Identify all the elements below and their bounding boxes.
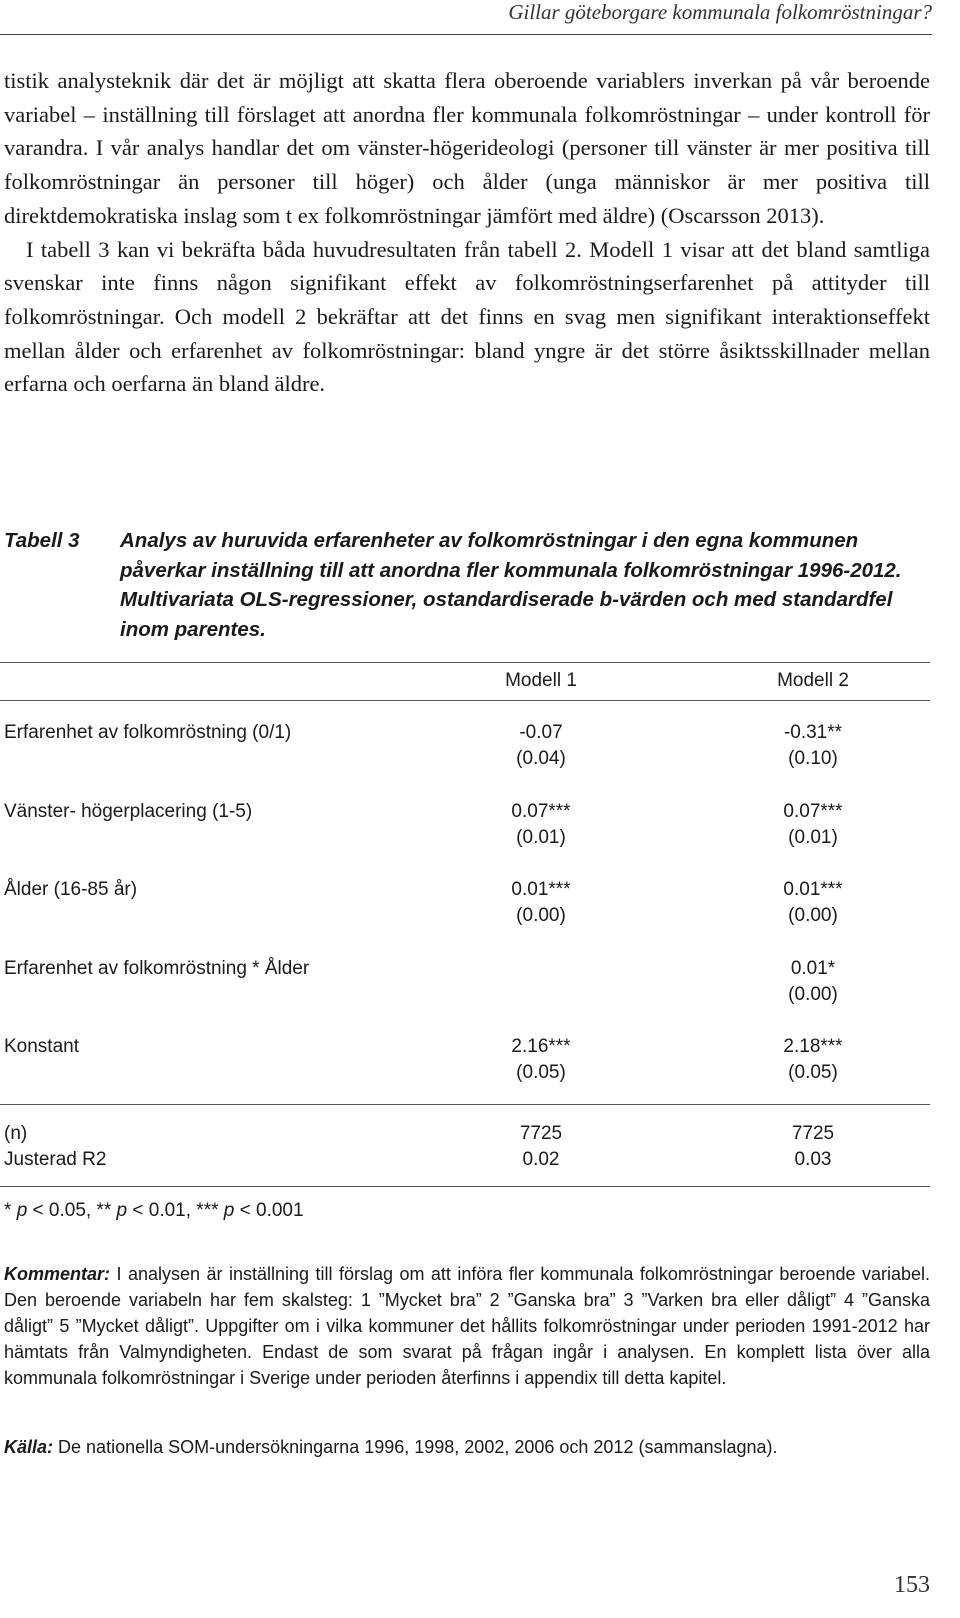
col-header-modell-2: Modell 2 [777,670,849,691]
row-label: Erfarenhet av folkomröstning * Ålder [4,958,310,979]
header-rule [0,34,932,35]
body-text [4,64,930,401]
table-stats-rule [0,1104,930,1105]
modell-2-se: (0.01) [788,827,838,848]
modell-1-coef: 2.16*** [511,1036,571,1057]
modell-1-se: (0.05) [516,1062,566,1083]
table-header-rule [0,700,930,701]
source-text: De nationella SOM-undersökningarna 1996, 1998, 2002, 2006 och 2012 (sammanslagna). [53,1437,778,1457]
comment-label: Kommentar: [4,1264,111,1284]
source-label: Källa: [4,1437,54,1457]
table-top-rule [0,662,930,663]
paragraph-1: tistik analysteknik där det är möjligt att skatta flera oberoende variablers inverkan på vår beroende variabel – inställning till förslaget att anordna fler kommunala folkomröstningar – under kontroll för varandra. I vår analys handlar det om vänster-högerideologi (personer till vänster är mer positiva till folkomröstningar än personer till höger) och ålder (unga människor är mer positiva till direktdemokratiska inslag som t ex folkomröstningar jämfört med äldre) (Oscarsson 2013). [4,68,930,228]
row-label: Ålder (16-85 år) [4,879,138,900]
table-row-se [0,903,930,929]
modell-2-coef: 0.01* [790,958,836,979]
table-stat-row [0,1121,930,1147]
table-row [0,720,930,746]
table-row-se [0,982,930,1008]
table-source [4,1434,934,1460]
running-head: Gillar göteborgare kommunala folkomröstningar? [508,0,932,24]
table-label: Tabell 3 [4,529,80,552]
comment-text: I analysen är inställning till förslag om att införa fler kommunala folkomröstningar beroende variabel. Den beroende variabeln har fem skalsteg: 1 ”Mycket bra” 2 ”Ganska bra” 3 ”Varken bra eller dåligt” 4 ”Ganska dåligt” 5 ”Mycket dåligt”. Uppgifter om i vilka kommuner det hållits folkomröstningar under perioden 1991-2012 har hämtats från Valmyndigheten. Endast de som svarat på frågan ingår i analysen. En komplett lista över alla kommunala folkomröstningar i Sverige under perioden återfinns i appendix till detta kapitel. [4,1264,930,1389]
modell-2-se: (0.00) [788,984,838,1005]
modell-2-se: (0.05) [788,1062,838,1083]
modell-1-coef: 0.07*** [511,801,571,822]
modell-1-stat: 7725 [519,1123,563,1144]
modell-1-se: (0.04) [516,748,566,769]
row-label: Erfarenhet av folkomröstning (0/1) [4,722,292,743]
modell-1-stat: 0.02 [522,1149,560,1170]
modell-2-se: (0.00) [788,905,838,926]
modell-2-stat: 0.03 [794,1149,832,1170]
table-caption [4,526,930,644]
table-row [0,1034,930,1060]
table-comment [4,1261,930,1391]
table-row [0,877,930,903]
modell-1-coef: 0.01*** [511,879,571,900]
table-bottom-rule [0,1186,930,1187]
stat-label: Justerad R2 [4,1149,107,1170]
table-header-row [0,668,930,694]
paragraph-2: I tabell 3 kan vi bekräfta båda huvudresultaten från tabell 2. Modell 1 visar att det bland samtliga svenskar inte finns någon signifikant effekt av folkomröstningserfarenhet på attityder till folkomröstningar. Och modell 2 bekräftar att det finns en svag men signifikant interaktionseffekt mellan ålder och erfarenhet av folkomröstningar: bland yngre är det större åsiktsskillnader mellan erfarna och oerfarna än bland äldre. [4,236,930,397]
table-caption-text: Analys av huruvida erfarenheter av folkomröstningar i den egna kommunen påverkar inställning till att anordna fler kommunala folkomröstningar 1996-2012. Multivariata OLS-regressioner, ostandardiserade b-värden och med standardfel inom parentes. [120,529,902,641]
row-label: Vänster- högerplacering (1-5) [4,801,253,822]
modell-2-coef: -0.31** [783,722,843,743]
modell-2-coef: 2.18*** [783,1036,843,1057]
modell-2-stat: 7725 [791,1123,835,1144]
stat-label: (n) [4,1123,28,1144]
table-row-se [0,1060,930,1086]
table-stat-row [0,1147,930,1173]
modell-2-coef: 0.07*** [783,801,843,822]
page-number: 153 [894,1572,930,1598]
modell-2-coef: 0.01*** [783,879,843,900]
modell-1-se: (0.00) [516,905,566,926]
significance-note: * p < 0.05, ** p < 0.01, *** p < 0.001 [4,1200,304,1221]
table-row [0,799,930,825]
col-header-modell-1: Modell 1 [505,670,577,691]
modell-1-se: (0.01) [516,827,566,848]
table-row-se [0,825,930,851]
row-label: Konstant [4,1036,79,1057]
modell-1-coef: -0.07 [519,722,563,743]
modell-2-se: (0.10) [788,748,838,769]
table-row-se [0,746,930,772]
table-row [0,956,930,982]
